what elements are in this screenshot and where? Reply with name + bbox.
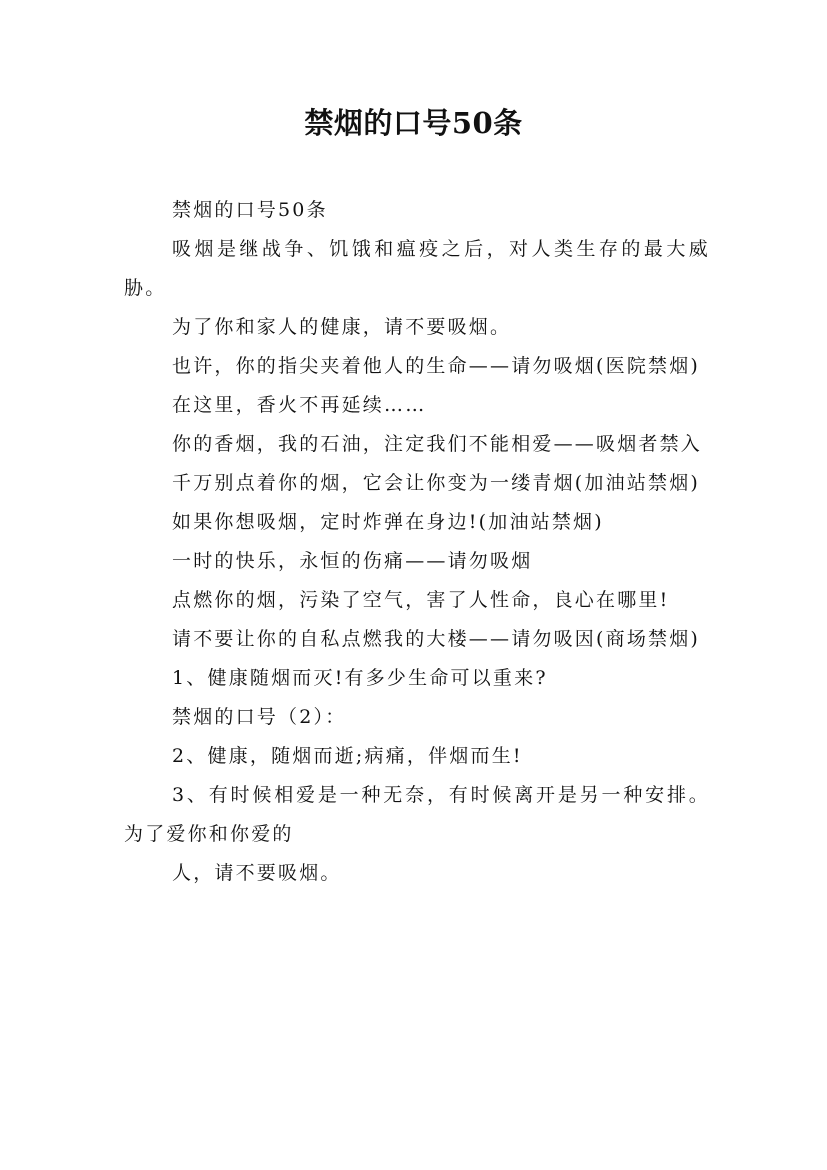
paragraph: 点燃你的烟，污染了空气，害了人性命，良心在哪里! [172, 589, 670, 611]
paragraph: 人，请不要吸烟。 [172, 862, 342, 884]
paragraph: 你的香烟，我的石油，注定我们不能相爱——吸烟者禁入 [172, 433, 703, 455]
paragraph: 1、健康随烟而灭!有多少生命可以重来? [172, 667, 548, 689]
paragraph: 也许，你的指尖夹着他人的生命——请勿吸烟(医院禁烟) [172, 355, 701, 377]
paragraph: 吸烟是继战争、饥饿和瘟疫之后，对人类生存的最大威胁。 [124, 238, 710, 299]
paragraph: 2、健康，随烟而逝;病痛，伴烟而生! [172, 745, 523, 767]
paragraph: 在这里，香火不再延续…… [172, 394, 427, 416]
document-body [124, 191, 710, 893]
paragraph: 如果你想吸烟，定时炸弹在身边!(加油站禁烟) [172, 511, 604, 533]
paragraph: 3、有时候相爱是一种无奈，有时候离开是另一种安排。为了爱你和你爱的 [124, 784, 710, 845]
paragraph: 千万别点着你的烟，它会让你变为一缕青烟(加油站禁烟) [172, 472, 701, 494]
paragraph: 为了你和家人的健康，请不要吸烟。 [172, 316, 512, 338]
paragraph: 禁烟的口号50条 [172, 199, 328, 221]
document-title: 禁烟的口号50条 [304, 106, 523, 140]
paragraph: 请不要让你的自私点燃我的大楼——请勿吸因(商场禁烟) [172, 628, 701, 650]
paragraph: 禁烟的口号（2）： [172, 706, 347, 728]
paragraph: 一时的快乐，永恒的伤痛——请勿吸烟 [172, 550, 533, 572]
